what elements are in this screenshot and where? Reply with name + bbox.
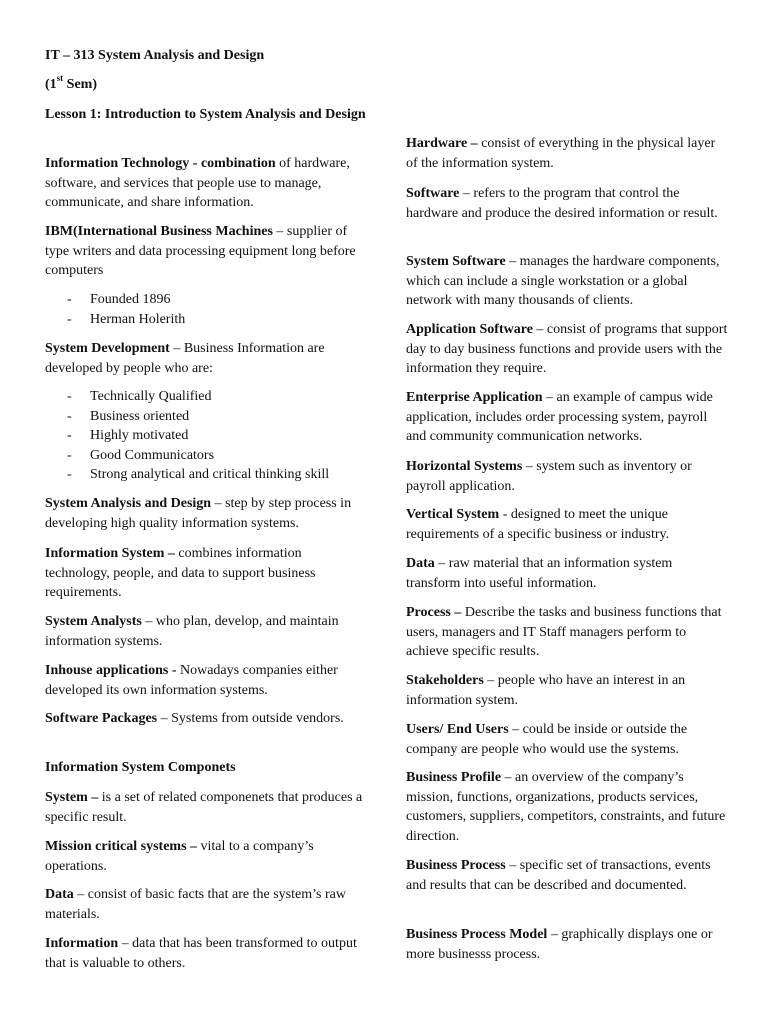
definition-vertical-system: Vertical System - designed to meet the unique requirements of a specific business or industry.	[406, 507, 670, 542]
definition-inhouse-applications: Inhouse applications - Nowadays companies either developed its own information systems.	[45, 663, 338, 698]
list-item: - Highly motivated	[67, 428, 189, 443]
definition-system: System – is a set of related componenets that produces a specific result.	[45, 790, 363, 825]
definition-data: Data – consist of basic facts that are the system’s raw materials.	[45, 887, 346, 922]
definition-application-software: Application Software – consist of programs that support day to day business functions and provide users with the information they require.	[406, 322, 728, 376]
list-item: - Herman Holerith	[67, 311, 186, 327]
definition-system-analysis-design: System Analysis and Design – step by step process in developing high quality information systems.	[45, 496, 352, 531]
definition-business-process: Business Process – specific set of transactions, events and results that can be described and documented.	[406, 858, 711, 893]
list-item: - Strong analytical and critical thinking skill	[67, 467, 330, 482]
definition-business-profile: Business Profile – an overview of the company’s mission, functions, organizations, products services, customers, suppliers, competitors, constraints, and future direction.	[406, 770, 726, 844]
definition-system-software: System Software – manages the hardware components, which can include a single workstation or a global network with many thousands of clients.	[406, 254, 720, 308]
definition-software: Software – refers to the program that control the hardware and produce the desired information or result.	[406, 186, 718, 221]
definition-users: Users/ End Users – could be inside or outside the company are people who would use the systems.	[406, 722, 688, 757]
definition-process: Process – Describe the tasks and business functions that users, managers and IT Staff managers perform to achieve specific results.	[406, 605, 722, 659]
definition-horizontal-systems: Horizontal Systems – system such as inventory or payroll application.	[406, 459, 692, 494]
developer-qualities-list	[45, 387, 329, 485]
definition-business-process-model: Business Process Model – graphically displays one or more businesss process.	[406, 927, 713, 962]
list-item: - Business oriented	[67, 408, 190, 424]
definition-data-right: Data – raw material that an information system transform into useful information.	[406, 556, 673, 591]
section-heading-components: Information System Componets	[45, 760, 236, 775]
definition-ibm: IBM(International Business Machines – supplier of type writers and data processing equipment long before computers	[45, 224, 356, 278]
list-item: - Technically Qualified	[67, 389, 212, 404]
definition-mission-critical: Mission critical systems – vital to a company’s operations.	[45, 839, 314, 874]
definition-software-packages: Software Packages – Systems from outside vendors.	[45, 711, 344, 726]
definition-information: Information – data that has been transformed to output that is valuable to others.	[45, 936, 357, 971]
ibm-facts-list	[45, 290, 185, 329]
semester: (1st Sem)	[45, 73, 97, 92]
definition-information-system: Information System – combines information technology, people, and data to support business requirements.	[45, 546, 316, 600]
course-title: IT – 313 System Analysis and Design	[45, 48, 265, 63]
lesson-title: Lesson 1: Introduction to System Analysis and Design	[45, 107, 366, 122]
definition-enterprise-application: Enterprise Application – an example of campus wide application, includes order processing system, payroll and community communication networks.	[406, 390, 713, 444]
definition-information-technology: Information Technology - combination of hardware, software, and services that people use to manage, communicate, and share information.	[45, 156, 350, 210]
list-item: - Good Communicators	[67, 447, 215, 463]
list-item: - Founded 1896	[67, 292, 171, 307]
definition-system-development: System Development – Business Information are developed by people who are:	[45, 341, 325, 376]
definition-stakeholders: Stakeholders – people who have an interest in an information system.	[406, 673, 686, 708]
definition-system-analysts: System Analysts – who plan, develop, and maintain information systems.	[45, 614, 339, 649]
definition-hardware: Hardware – consist of everything in the physical layer of the information system.	[406, 136, 716, 171]
